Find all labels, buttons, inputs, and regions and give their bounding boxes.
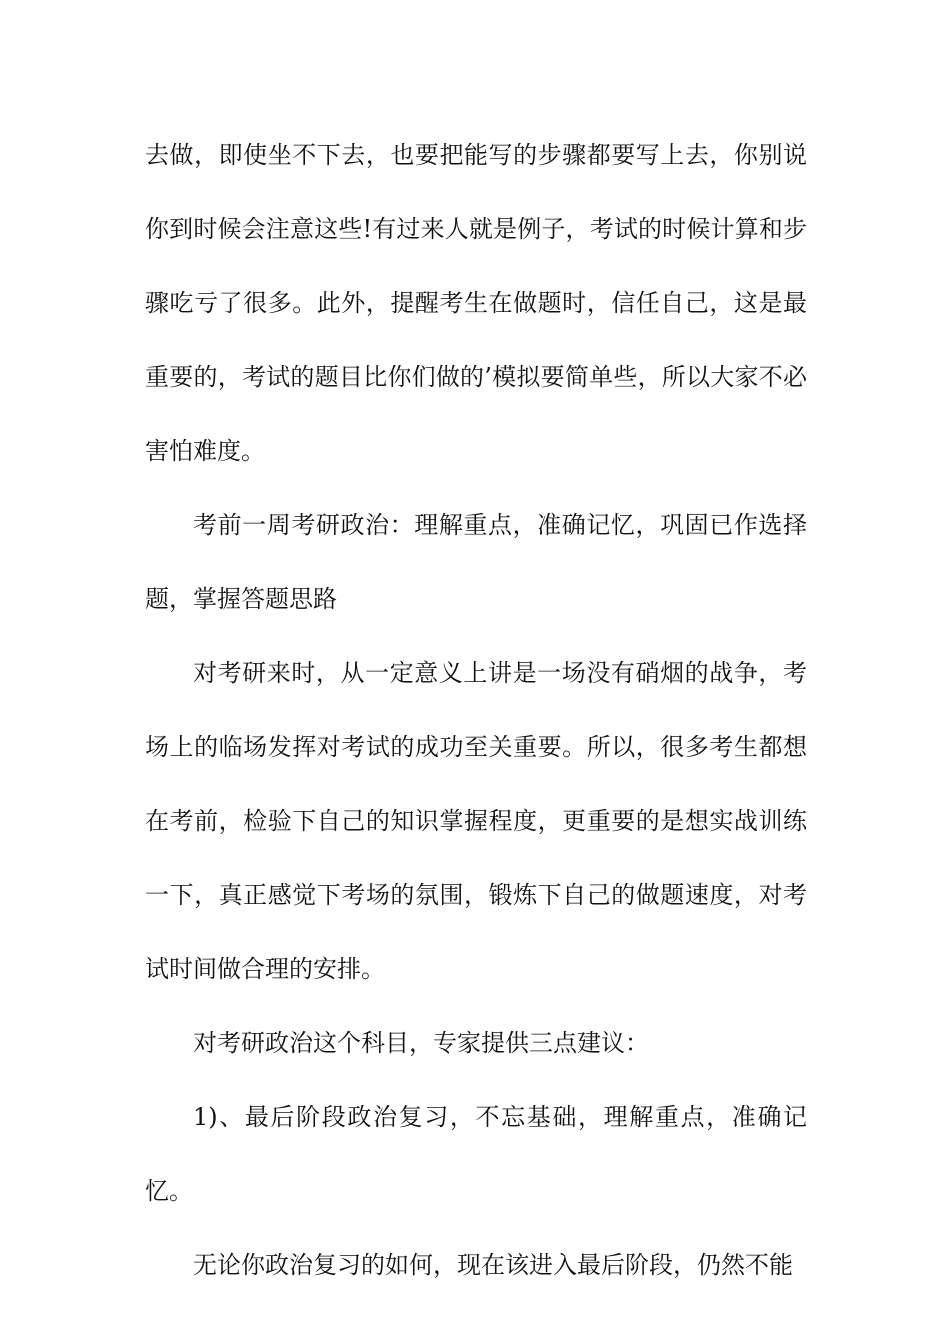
paragraph-continuation: 去做，即使坐不下去，也要把能写的步骤都要写上去，你别说你到时候会注意这些!有过来人就是例子，考试的时候计算和步骤吃亏了很多。此外，提醒考生在做题时，信任自己，这是最重要的，考试的题目比你们做的’模拟要简单些，所以大家不必害怕难度。 [145, 141, 807, 465]
paragraph-exam-battle: 对考研来时，从一定意义上讲是一场没有硝烟的战争，考场上的临场发挥对考试的成功至关重要。所以，很多考生都想在考前，检验下自己的知识掌握程度，更重要的是想实战训练一下，真正感觉下考场的氛围，锻炼下自己的做题速度，对考试时间做合理的安排。 [145, 659, 807, 983]
paragraph-expert-advice-intro: 对考研政治这个科目，专家提供三点建议： [193, 1029, 649, 1057]
document-body [145, 118, 807, 1302]
paragraph-heading-politics: 考前一周考研政治：理解重点，准确记忆，巩固已作选择题，掌握答题思路 [145, 511, 807, 613]
paragraph-final-stage: 无论你政治复习的如何，现在该进入最后阶段，仍然不能 [193, 1251, 793, 1279]
paragraph-advice-item-1: 1)、最后阶段政治复习，不忘基础，理解重点，准确记忆。 [145, 1103, 807, 1205]
